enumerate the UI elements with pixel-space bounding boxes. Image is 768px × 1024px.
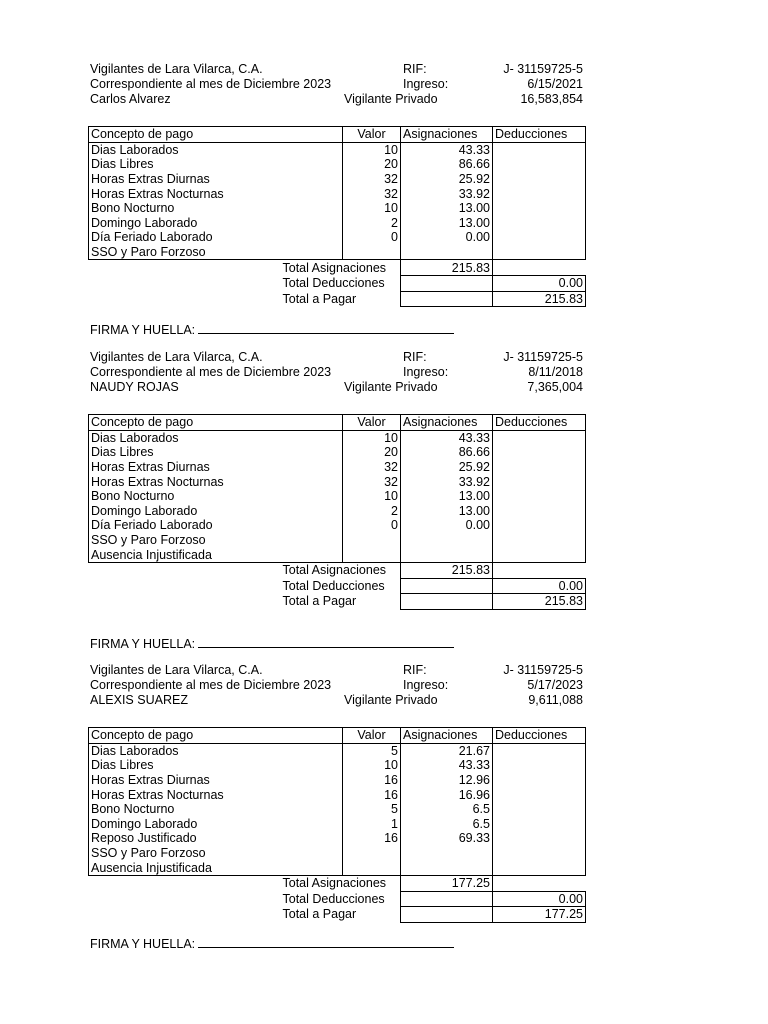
deduccion-cell xyxy=(493,787,586,802)
concept-cell: Bono Nocturno xyxy=(89,802,343,817)
total-a-pagar-label: Total a Pagar xyxy=(282,907,357,922)
employee-role: Vigilante Privado xyxy=(344,92,438,106)
concept-cell: Bono Nocturno xyxy=(89,489,343,504)
valor-cell: 5 xyxy=(343,802,401,817)
total-asignaciones-row xyxy=(89,562,586,578)
total-asignaciones-value: 215.83 xyxy=(401,562,493,578)
header-asignaciones: Asignaciones xyxy=(401,415,493,431)
employee-name: Carlos Alvarez xyxy=(90,92,171,106)
empty-cell xyxy=(493,260,586,276)
header-asignaciones: Asignaciones xyxy=(401,127,493,143)
total-asignaciones-value: 215.83 xyxy=(401,260,493,276)
asignacion-cell: 0.00 xyxy=(401,230,493,245)
valor-cell: 2 xyxy=(343,216,401,231)
table-row xyxy=(89,773,586,788)
deduccion-cell xyxy=(493,817,586,832)
concept-cell: Domingo Laborado xyxy=(89,216,343,231)
table-row xyxy=(89,547,586,562)
deduccion-cell xyxy=(493,802,586,817)
total-deducciones-label: Total Deducciones xyxy=(282,891,385,906)
deduccion-cell xyxy=(493,533,586,548)
company-name: Vigilantes de Lara Vilarca, C.A. xyxy=(90,663,263,677)
ingreso-label: Ingreso: xyxy=(403,365,449,379)
header-concepto: Concepto de pago xyxy=(89,728,343,744)
concept-cell: Bono Nocturno xyxy=(89,201,343,216)
deduccion-cell xyxy=(493,430,586,445)
concept-cell: Horas Extras Diurnas xyxy=(89,172,343,187)
deduccion-cell xyxy=(493,216,586,231)
total-a-pagar-value: 215.83 xyxy=(493,594,586,610)
table-row xyxy=(89,758,586,773)
signature-line xyxy=(90,935,454,951)
signature-line xyxy=(90,321,454,337)
table-row xyxy=(89,201,586,216)
table-row xyxy=(89,831,586,846)
header-asignaciones: Asignaciones xyxy=(401,728,493,744)
valor-cell: 20 xyxy=(343,157,401,172)
ingreso-date: 6/15/2021 xyxy=(527,77,583,91)
empty-box xyxy=(401,275,493,291)
table-row xyxy=(89,445,586,460)
total-deducciones-value: 0.00 xyxy=(493,578,586,594)
deduccion-cell xyxy=(493,831,586,846)
valor-cell: 16 xyxy=(343,773,401,788)
concept-cell: Dias Libres xyxy=(89,445,343,460)
asignacion-cell: 43.33 xyxy=(401,142,493,157)
deduccion-cell xyxy=(493,142,586,157)
concept-cell: SSO y Paro Forzoso xyxy=(89,245,343,260)
asignacion-cell xyxy=(401,547,493,562)
empty-cell xyxy=(493,875,586,891)
table-row xyxy=(89,504,586,519)
valor-cell: 32 xyxy=(343,172,401,187)
header-concepto: Concepto de pago xyxy=(89,127,343,143)
ingreso-label: Ingreso: xyxy=(403,77,449,91)
concept-cell: Dias Libres xyxy=(89,758,343,773)
rif-label: RIF: xyxy=(403,663,427,677)
asignacion-cell xyxy=(401,846,493,861)
period-text: Correspondiente al mes de Diciembre 2023 xyxy=(90,77,332,91)
table-row xyxy=(89,172,586,187)
asignacion-cell: 33.92 xyxy=(401,474,493,489)
total-asignaciones-label: Total Asignaciones xyxy=(282,563,387,578)
valor-cell: 2 xyxy=(343,504,401,519)
asignacion-cell: 16.96 xyxy=(401,787,493,802)
total-asignaciones-label: Total Asignaciones xyxy=(282,260,387,275)
signature-line xyxy=(90,635,454,651)
concept-cell: Dias Libres xyxy=(89,157,343,172)
asignacion-cell: 43.33 xyxy=(401,430,493,445)
period-text: Correspondiente al mes de Diciembre 2023 xyxy=(90,365,332,379)
total-a-pagar-row xyxy=(89,291,586,307)
deduccion-cell xyxy=(493,860,586,875)
table-row xyxy=(89,157,586,172)
valor-cell: 5 xyxy=(343,743,401,758)
employee-role: Vigilante Privado xyxy=(344,380,438,394)
signature-blank xyxy=(198,321,454,334)
deduccion-cell xyxy=(493,460,586,475)
deduccion-cell xyxy=(493,157,586,172)
valor-cell: 10 xyxy=(343,201,401,216)
deduccion-cell xyxy=(493,846,586,861)
asignacion-cell: 13.00 xyxy=(401,216,493,231)
rif-value: J- 31159725-5 xyxy=(503,663,583,677)
asignacion-cell: 43.33 xyxy=(401,758,493,773)
table-row xyxy=(89,430,586,445)
firma-label: FIRMA Y HUELLA: xyxy=(90,323,196,337)
total-a-pagar-row xyxy=(89,907,586,923)
table-row xyxy=(89,474,586,489)
valor-cell: 0 xyxy=(343,230,401,245)
table-header-row xyxy=(89,415,586,431)
total-deducciones-row xyxy=(89,275,586,291)
payment-table xyxy=(88,126,586,307)
firma-label: FIRMA Y HUELLA: xyxy=(90,937,196,951)
table-row xyxy=(89,743,586,758)
concept-cell: Horas Extras Nocturnas xyxy=(89,474,343,489)
concept-cell: Reposo Justificado xyxy=(89,831,343,846)
total-asignaciones-row xyxy=(89,260,586,276)
valor-cell: 1 xyxy=(343,817,401,832)
total-a-pagar-row xyxy=(89,594,586,610)
valor-cell: 0 xyxy=(343,518,401,533)
employee-id: 7,365,004 xyxy=(527,380,583,394)
concept-cell: Horas Extras Diurnas xyxy=(89,773,343,788)
rif-value: J- 31159725-5 xyxy=(503,350,583,364)
concept-cell: Dias Laborados xyxy=(89,142,343,157)
signature-blank xyxy=(198,635,454,648)
table-row xyxy=(89,533,586,548)
valor-cell xyxy=(343,547,401,562)
total-asignaciones-label: Total Asignaciones xyxy=(282,876,387,891)
concept-cell: SSO y Paro Forzoso xyxy=(89,533,343,548)
concept-cell: Domingo Laborado xyxy=(89,504,343,519)
table-row xyxy=(89,860,586,875)
deduccion-cell xyxy=(493,172,586,187)
valor-cell: 32 xyxy=(343,474,401,489)
rif-label: RIF: xyxy=(403,62,427,76)
header-deducciones: Deducciones xyxy=(493,728,586,744)
total-deducciones-row xyxy=(89,891,586,907)
total-deducciones-label: Total Deducciones xyxy=(282,578,385,593)
valor-cell: 10 xyxy=(343,142,401,157)
asignacion-cell: 33.92 xyxy=(401,186,493,201)
deduccion-cell xyxy=(493,186,586,201)
signature-blank xyxy=(198,935,454,948)
deduccion-cell xyxy=(493,489,586,504)
valor-cell: 10 xyxy=(343,758,401,773)
concept-cell: Ausencia Injustificada xyxy=(89,547,343,562)
asignacion-cell: 13.00 xyxy=(401,489,493,504)
asignacion-cell: 6.5 xyxy=(401,817,493,832)
deduccion-cell xyxy=(493,474,586,489)
total-a-pagar-value: 177.25 xyxy=(493,907,586,923)
valor-cell: 32 xyxy=(343,186,401,201)
concept-cell: SSO y Paro Forzoso xyxy=(89,846,343,861)
asignacion-cell: 25.92 xyxy=(401,460,493,475)
company-name: Vigilantes de Lara Vilarca, C.A. xyxy=(90,350,263,364)
total-a-pagar-label: Total a Pagar xyxy=(282,291,357,306)
total-deducciones-label: Total Deducciones xyxy=(282,276,385,291)
concept-cell: Dias Laborados xyxy=(89,743,343,758)
asignacion-cell: 0.00 xyxy=(401,518,493,533)
valor-cell: 16 xyxy=(343,831,401,846)
employee-name: NAUDY ROJAS xyxy=(90,380,179,394)
empty-box xyxy=(401,594,493,610)
deduccion-cell xyxy=(493,758,586,773)
valor-cell xyxy=(343,846,401,861)
deduccion-cell xyxy=(493,547,586,562)
header-valor: Valor xyxy=(343,127,401,143)
rif-label: RIF: xyxy=(403,350,427,364)
asignacion-cell: 12.96 xyxy=(401,773,493,788)
deduccion-cell xyxy=(493,518,586,533)
concept-cell: Dias Laborados xyxy=(89,430,343,445)
asignacion-cell: 25.92 xyxy=(401,172,493,187)
concept-cell: Día Feriado Laborado xyxy=(89,230,343,245)
employee-name: ALEXIS SUAREZ xyxy=(90,693,188,707)
asignacion-cell xyxy=(401,533,493,548)
deduccion-cell xyxy=(493,504,586,519)
table-header-row xyxy=(89,728,586,744)
deduccion-cell xyxy=(493,773,586,788)
concept-cell: Día Feriado Laborado xyxy=(89,518,343,533)
employee-id: 9,611,088 xyxy=(528,693,583,707)
table-row xyxy=(89,787,586,802)
empty-box xyxy=(401,291,493,307)
employee-role: Vigilante Privado xyxy=(344,693,438,707)
asignacion-cell xyxy=(401,860,493,875)
valor-cell: 10 xyxy=(343,489,401,504)
ingreso-label: Ingreso: xyxy=(403,678,449,692)
table-row xyxy=(89,245,586,260)
valor-cell: 10 xyxy=(343,430,401,445)
asignacion-cell: 13.00 xyxy=(401,201,493,216)
rif-value: J- 31159725-5 xyxy=(503,62,583,76)
table-row xyxy=(89,489,586,504)
concept-cell: Horas Extras Nocturnas xyxy=(89,787,343,802)
total-asignaciones-row xyxy=(89,875,586,891)
empty-box xyxy=(401,907,493,923)
valor-cell: 32 xyxy=(343,460,401,475)
concept-cell: Ausencia Injustificada xyxy=(89,860,343,875)
total-deducciones-value: 0.00 xyxy=(493,275,586,291)
asignacion-cell xyxy=(401,245,493,260)
table-row xyxy=(89,460,586,475)
deduccion-cell xyxy=(493,230,586,245)
payment-table xyxy=(88,727,586,923)
table-row xyxy=(89,186,586,201)
total-a-pagar-value: 215.83 xyxy=(493,291,586,307)
concept-cell: Horas Extras Diurnas xyxy=(89,460,343,475)
period-text: Correspondiente al mes de Diciembre 2023 xyxy=(90,678,332,692)
header-valor: Valor xyxy=(343,415,401,431)
asignacion-cell: 21.67 xyxy=(401,743,493,758)
table-row xyxy=(89,846,586,861)
empty-box xyxy=(401,578,493,594)
valor-cell xyxy=(343,245,401,260)
deduccion-cell xyxy=(493,743,586,758)
asignacion-cell: 6.5 xyxy=(401,802,493,817)
valor-cell: 16 xyxy=(343,787,401,802)
table-row xyxy=(89,817,586,832)
header-deducciones: Deducciones xyxy=(493,415,586,431)
total-a-pagar-label: Total a Pagar xyxy=(282,594,357,609)
valor-cell: 20 xyxy=(343,445,401,460)
valor-cell xyxy=(343,533,401,548)
table-row xyxy=(89,216,586,231)
asignacion-cell: 86.66 xyxy=(401,157,493,172)
table-header-row xyxy=(89,127,586,143)
header-concepto: Concepto de pago xyxy=(89,415,343,431)
asignacion-cell: 86.66 xyxy=(401,445,493,460)
empty-box xyxy=(401,891,493,907)
concept-cell: Domingo Laborado xyxy=(89,817,343,832)
table-row xyxy=(89,802,586,817)
valor-cell xyxy=(343,860,401,875)
ingreso-date: 5/17/2023 xyxy=(527,678,583,692)
employee-id: 16,583,854 xyxy=(520,92,583,106)
table-row xyxy=(89,230,586,245)
asignacion-cell: 13.00 xyxy=(401,504,493,519)
ingreso-date: 8/11/2018 xyxy=(528,365,583,379)
asignacion-cell: 69.33 xyxy=(401,831,493,846)
empty-cell xyxy=(493,562,586,578)
header-valor: Valor xyxy=(343,728,401,744)
header-deducciones: Deducciones xyxy=(493,127,586,143)
total-deducciones-row xyxy=(89,578,586,594)
table-row xyxy=(89,518,586,533)
total-deducciones-value: 0.00 xyxy=(493,891,586,907)
firma-label: FIRMA Y HUELLA: xyxy=(90,637,196,651)
company-name: Vigilantes de Lara Vilarca, C.A. xyxy=(90,62,263,76)
concept-cell: Horas Extras Nocturnas xyxy=(89,186,343,201)
deduccion-cell xyxy=(493,245,586,260)
payment-table xyxy=(88,414,586,610)
total-asignaciones-value: 177.25 xyxy=(401,875,493,891)
deduccion-cell xyxy=(493,445,586,460)
deduccion-cell xyxy=(493,201,586,216)
table-row xyxy=(89,142,586,157)
